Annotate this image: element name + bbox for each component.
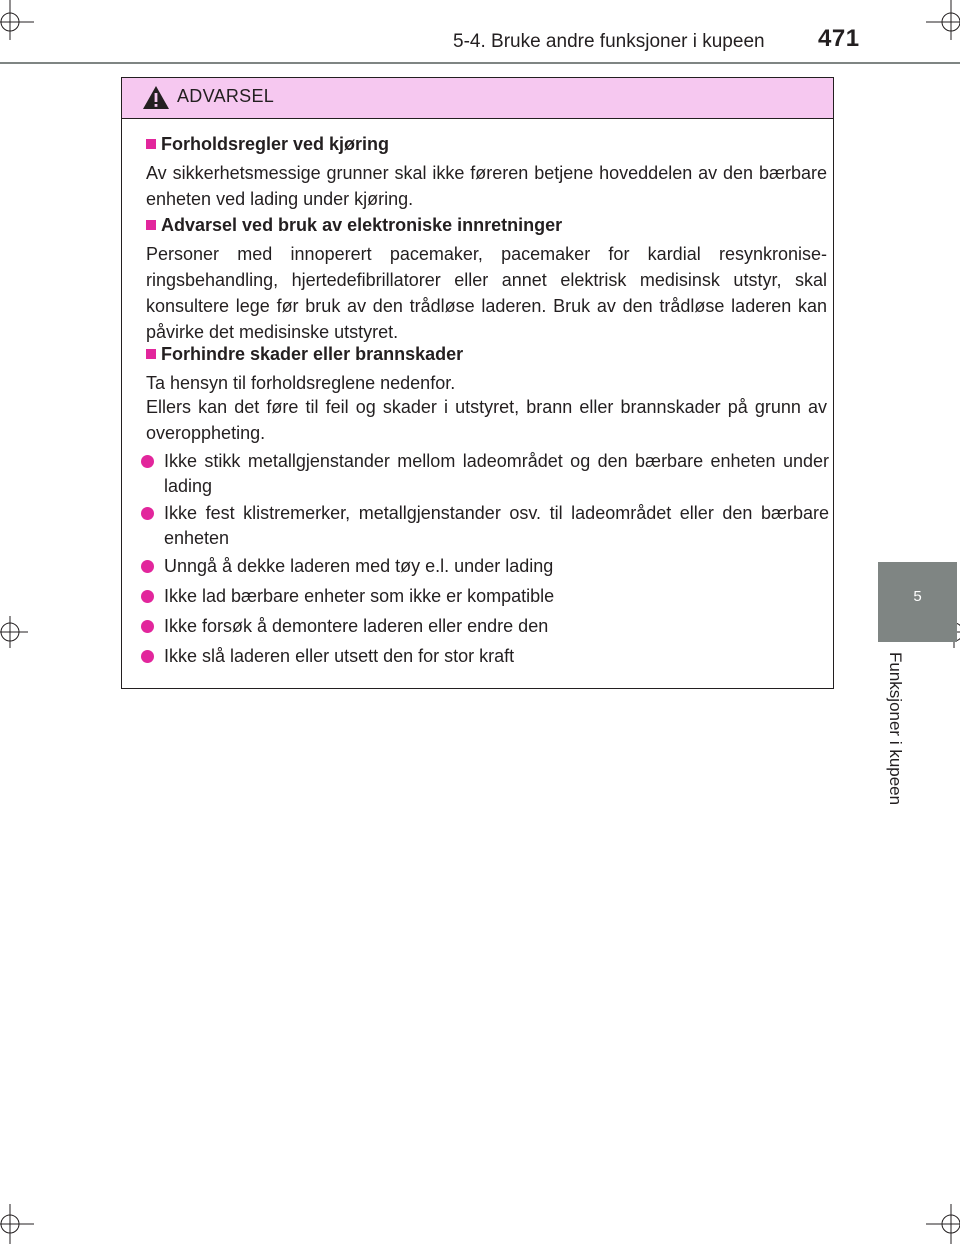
section-text: Ellers kan det føre til feil og skader i utstyret, brann eller brannskader på grunn av overoppheting. [146,397,827,443]
crop-mark-mid-left [0,612,30,652]
list-item: Ikke lad bærbare enheter som ikke er kompatible [141,584,829,609]
square-bullet-icon [146,349,156,359]
warning-box [121,77,834,689]
section-text: Personer med innoperert pacemaker, pacemaker for kardial resynkronise-ringsbehandling, hjertedefibrillatorer eller annet elektrisk medisinsk utstyr, skal konsultere lege før bruk av den trådløse laderen. Bruk av den trådløse laderen kan påvirke det medisinske utstyret. [146,244,827,342]
section-text: Av sikkerhetsmessige grunner skal ikke føreren betjene hoveddelen av den bærbare enheten ved lading under kjøring. [146,163,827,209]
crop-mark-bottom-right [920,1204,960,1244]
section-text: Ta hensyn til forholdsreglene nedenfor. [146,373,456,393]
chapter-tab [878,562,957,642]
bullet-dot-icon [141,455,154,468]
header-rule [0,62,960,64]
square-bullet-icon [146,220,156,230]
bullet-dot-icon [141,650,154,663]
bullet-dot-icon [141,560,154,573]
list-item: Ikke slå laderen eller utsett den for stor kraft [141,644,829,669]
warning-triangle-icon [142,85,170,110]
section-title: 5-4. Bruke andre funksjoner i kupeen [453,31,765,52]
list-item: Ikke forsøk å demontere laderen eller endre den [141,614,829,639]
page-number: 471 [818,25,860,52]
bullet-dot-icon [141,620,154,633]
chapter-label: Funksjoner i kupeen [886,652,905,806]
bullet-dot-icon [141,507,154,520]
crop-mark-top-left [0,0,40,40]
section-heading: Advarsel ved bruk av elektroniske innretninger [146,215,562,236]
crop-mark-top-right [920,0,960,40]
section-heading: Forhindre skader eller brannskader [146,344,463,365]
crop-mark-bottom-left [0,1204,40,1244]
list-item: Unngå å dekke laderen med tøy e.l. under lading [141,554,829,579]
warning-header [122,78,833,119]
bullet-dot-icon [141,590,154,603]
list-item: Ikke fest klistremerker, metallgjenstander osv. til ladeområdet eller den bærbare enheten [141,501,829,551]
chapter-number: 5 [913,588,922,605]
warning-title: ADVARSEL [177,86,275,106]
list-item: Ikke stikk metallgjenstander mellom ladeområdet og den bærbare enheten under lading [141,449,829,499]
section-heading: Forholdsregler ved kjøring [146,134,389,155]
square-bullet-icon [146,139,156,149]
